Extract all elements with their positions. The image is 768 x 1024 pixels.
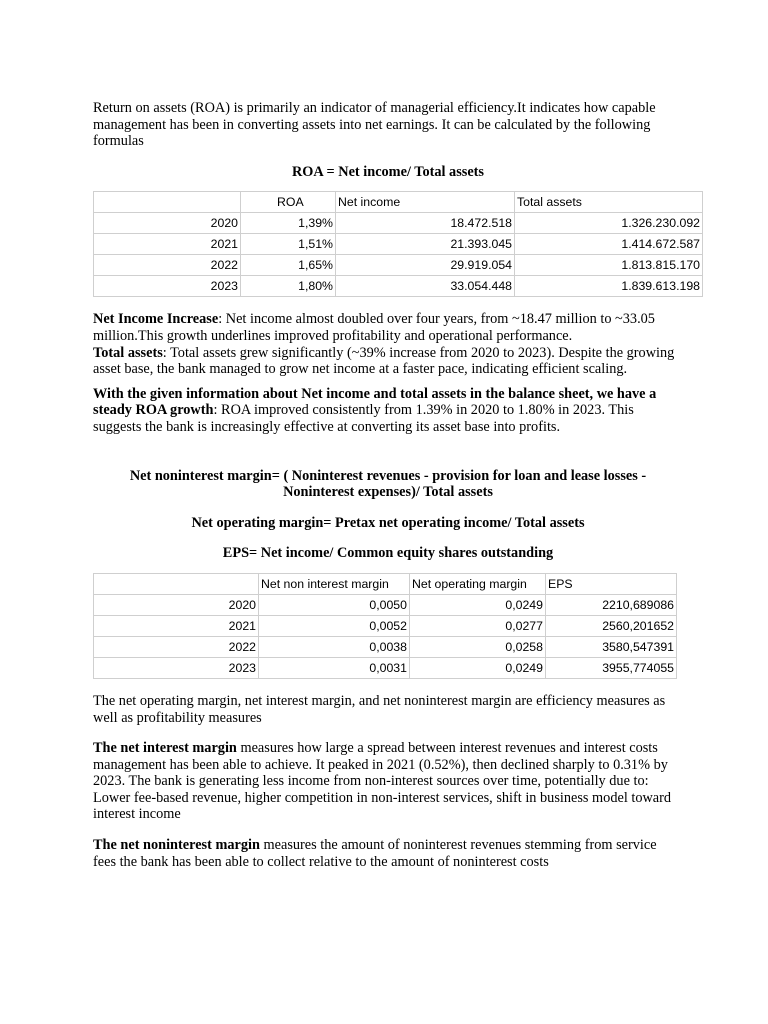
table-cell: 2022 (94, 636, 259, 657)
total-assets-text: : Total assets grew significantly (~39% increase from 2020 to 2023). Despite the growing asset base, the bank managed to grow net income at a faster pace, indicating efficient scaling. (93, 344, 675, 378)
document-page (93, 100, 700, 870)
net-income-text: : Net income almost doubled over four years, from ~18.47 million to ~33.05 million.This growth underlines improved profitability and operational performance. (93, 311, 655, 344)
table-row (94, 636, 677, 657)
table-header-cell (94, 573, 259, 594)
roa-growth-heading: With the given information about Net income and total assets in the balance sheet, we have a steady ROA growth (93, 385, 657, 419)
table-cell: 3955,774055 (546, 657, 677, 678)
table-cell: 29.919.054 (336, 255, 515, 276)
table-cell: 3580,547391 (546, 636, 677, 657)
margin-table (93, 573, 677, 679)
table-cell: 18.472.518 (336, 213, 515, 234)
table-cell: 0,0038 (259, 636, 410, 657)
table-header-row (94, 192, 703, 213)
nnim-paragraph (93, 837, 683, 870)
table-cell: 1,80% (241, 276, 336, 297)
roa-growth-text: : ROA improved consistently from 1.39% in 2020 to 1.80% in 2023. This suggests the bank is increasingly effective at converting its asset base into profits. (93, 402, 634, 435)
table-cell: 1,65% (241, 255, 336, 276)
eps-formula: EPS= Net income/ Common equity shares outstanding (222, 545, 554, 562)
nim-text: measures how large a spread between interest revenues and interest costs management has been able to achieve. It peaked in 2021 (0.52%), then declined sharply to 0.31% by 2023. The bank is generating less income from non-interest sources over time, potentially due to: Lower fee-based revenue, higher competition in non-interest services, shift in business model toward interest income (93, 740, 672, 823)
table-header-cell: Net non interest margin (259, 573, 410, 594)
net-income-heading: Net Income Increase (93, 311, 219, 328)
efficiency-paragraph: The net operating margin, net interest margin, and net noninterest margin are efficiency measures as well as profitability measures (93, 692, 666, 726)
total-assets-paragraph (93, 345, 683, 378)
nnim-heading: The net noninterest margin (93, 837, 260, 854)
table-cell: 2021 (94, 615, 259, 636)
table-cell: 33.054.448 (336, 276, 515, 297)
table-cell: 1,51% (241, 234, 336, 255)
nim-heading: The net interest margin (93, 740, 237, 757)
table-cell: 2020 (94, 213, 241, 234)
roa-table (93, 191, 703, 297)
nnim-text: measures the amount of noninterest revenues stemming from service fees the bank has been able to collect relative to the amount of noninterest costs (93, 837, 657, 870)
table-header-cell: ROA (241, 192, 336, 213)
nonint-formula: Net noninterest margin= ( Noninterest revenues - provision for loan and lease losses - Noninterest expenses)/ Total assets (129, 467, 647, 501)
table-row (94, 615, 677, 636)
table-cell: 0,0249 (410, 594, 546, 615)
table-cell: 1,39% (241, 213, 336, 234)
table-cell: 2021 (94, 234, 241, 255)
table-header-cell: Net operating margin (410, 573, 546, 594)
table-header-cell: Net income (336, 192, 515, 213)
table-row (94, 234, 703, 255)
roa-formula: ROA = Net income/ Total assets (291, 163, 485, 180)
table-cell: 0,0277 (410, 615, 546, 636)
table-cell: 2023 (94, 657, 259, 678)
table-cell: 2210,689086 (546, 594, 677, 615)
table-row (94, 594, 677, 615)
table-header-cell: EPS (546, 573, 677, 594)
table-cell: 21.393.045 (336, 234, 515, 255)
table-cell: 2020 (94, 594, 259, 615)
intro-paragraph: Return on assets (ROA) is primarily an indicator of managerial efficiency.It indicates how capable management has been in converting assets into net earnings. It can be calculated by the following formulas (93, 100, 656, 150)
table-header-cell: Total assets (515, 192, 703, 213)
table-row (94, 657, 677, 678)
table-row (94, 255, 703, 276)
table-row (94, 213, 703, 234)
net-income-paragraph (93, 311, 683, 344)
table-cell: 0,0258 (410, 636, 546, 657)
nim-paragraph (93, 740, 683, 823)
table-header-cell (94, 192, 241, 213)
table-cell: 2022 (94, 255, 241, 276)
table-cell: 0,0050 (259, 594, 410, 615)
table-cell: 2560,201652 (546, 615, 677, 636)
table-row (94, 276, 703, 297)
table-cell: 0,0249 (410, 657, 546, 678)
table-cell: 0,0052 (259, 615, 410, 636)
table-cell: 2023 (94, 276, 241, 297)
table-cell: 0,0031 (259, 657, 410, 678)
total-assets-heading: Total assets (93, 344, 163, 361)
roa-growth-paragraph (93, 386, 683, 436)
operating-formula: Net operating margin= Pretax net operating income/ Total assets (191, 514, 585, 531)
table-header-row (94, 573, 677, 594)
table-cell: 1.326.230.092 (515, 213, 703, 234)
table-cell: 1.839.613.198 (515, 276, 703, 297)
table-cell: 1.813.815.170 (515, 255, 703, 276)
table-cell: 1.414.672.587 (515, 234, 703, 255)
